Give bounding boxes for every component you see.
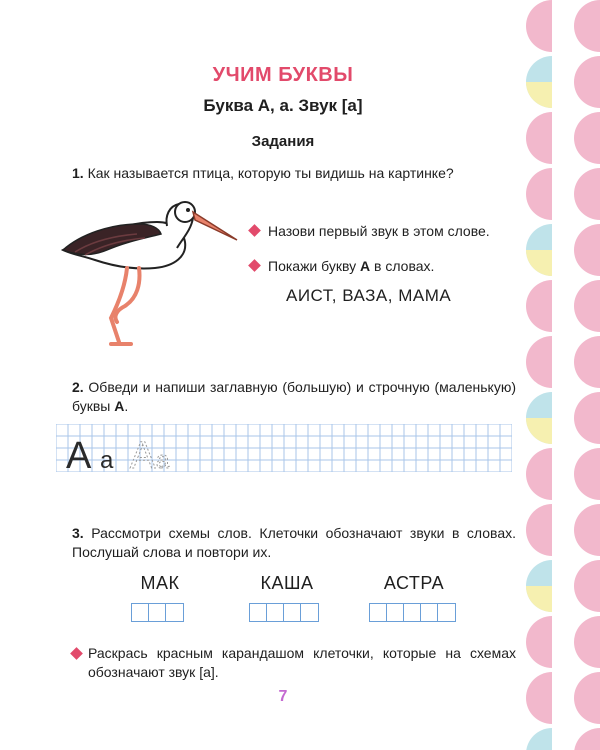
page-title: УЧИМ БУКВЫ <box>212 64 354 86</box>
bullet-text: Назови первый звук в этом слове. <box>268 223 490 239</box>
sound-cell[interactable] <box>438 604 455 621</box>
task-number: 1. <box>72 165 84 181</box>
scheme-word-2: КАША <box>260 573 314 593</box>
sound-cell[interactable] <box>132 604 149 621</box>
tasks-heading: Задания <box>251 133 315 150</box>
stork-icon <box>55 198 240 350</box>
sound-cell[interactable] <box>166 604 183 621</box>
sound-scheme-3[interactable] <box>369 603 456 622</box>
sound-cell[interactable] <box>301 604 318 621</box>
sound-cell[interactable] <box>250 604 267 621</box>
trace-uppercase-letter: А <box>130 435 156 472</box>
sound-cell[interactable] <box>421 604 438 621</box>
task-1-question <box>72 164 522 183</box>
scheme-word-3: АСТРА <box>383 573 445 593</box>
page-number: 7 <box>278 688 288 705</box>
sound-scheme-2[interactable] <box>249 603 319 622</box>
task-2-instruction: 2. Обведи и напиши заглавную (большую) и строчную (маленькую) буквы А. <box>72 379 517 414</box>
sample-uppercase-letter: А <box>66 435 92 472</box>
sound-cell[interactable] <box>404 604 421 621</box>
diamond-bullet-icon <box>248 224 261 237</box>
writing-grid[interactable] <box>56 424 512 472</box>
word-list: АИСТ, ВАЗА, МАМА <box>286 286 452 305</box>
sound-cell[interactable] <box>370 604 387 621</box>
sound-cell[interactable] <box>387 604 404 621</box>
task-1-bullet-1 <box>250 222 510 242</box>
diamond-bullet-icon <box>248 259 261 272</box>
task-1-bullet-2 <box>250 257 510 277</box>
scheme-word-1: МАК <box>140 573 180 593</box>
sound-scheme-1[interactable] <box>131 603 184 622</box>
sound-cell[interactable] <box>267 604 284 621</box>
task-3-bullet <box>72 644 516 682</box>
sound-cell[interactable] <box>149 604 166 621</box>
lesson-subtitle: Буква А, а. Звук [а] <box>203 96 363 115</box>
task-number: 2. <box>72 379 84 395</box>
task-number: 3. <box>72 525 84 541</box>
sound-cell[interactable] <box>284 604 301 621</box>
bullet-text: Раскрась красным карандашом клеточки, которые на схемах обозначают звук [а]. <box>88 645 516 680</box>
trace-lowercase-letter: а <box>156 447 170 472</box>
bullet-text: Покажи букву А в словах. <box>268 258 435 274</box>
sample-lowercase-letter: а <box>100 447 114 472</box>
task-text: Как называется птица, которую ты видишь на картинке? <box>87 165 454 181</box>
task-3-instruction: 3. Рассмотри схемы слов. Клеточки обозначают звуки в словах. Послушай слова и повтори их. <box>72 525 517 560</box>
